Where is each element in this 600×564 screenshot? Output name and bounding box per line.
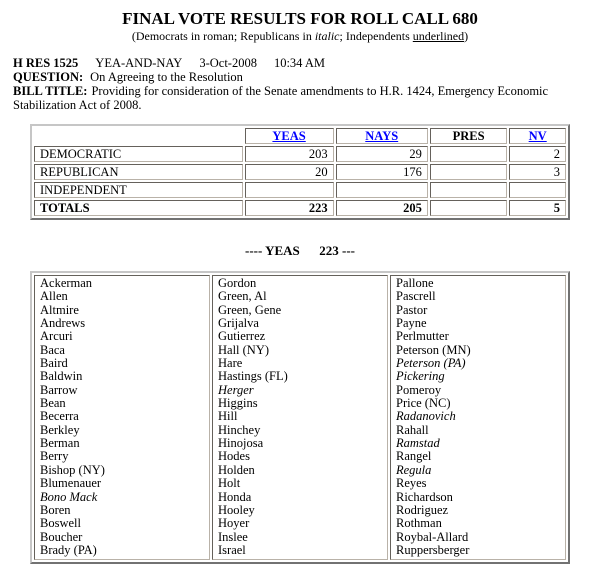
member-name: Bishop (NY) [40, 462, 105, 477]
member-name: Rodriguez [396, 502, 449, 517]
bill-info-line [13, 56, 600, 70]
nays-header-cell [336, 128, 428, 144]
legend-text-1: (Democrats in roman; Republicans in [131, 29, 315, 43]
member-name: Hodes [218, 449, 250, 464]
bill-title-label: BILL TITLE: [13, 84, 88, 98]
party-label: REPUBLICAN [34, 164, 243, 180]
member-name: Berry [40, 449, 69, 464]
member-name: Rahall [396, 422, 429, 437]
vote-summary-table [30, 124, 570, 220]
member-name: Pastor [396, 302, 428, 317]
member-name: Richardson [396, 489, 453, 504]
pres-header-label: PRES [452, 128, 485, 143]
vote-info-block [13, 56, 600, 112]
yeas-count: 20 [245, 164, 334, 180]
summary-row [34, 164, 566, 180]
legend-text-2: ; Independents [339, 29, 413, 43]
party-label: INDEPENDENT [34, 182, 243, 198]
member-name: Baldwin [40, 369, 83, 384]
pres-count [430, 182, 508, 198]
member-name: Green, Al [218, 289, 267, 304]
member-name: Roybal-Allard [396, 529, 469, 544]
member-name: Boucher [40, 529, 83, 544]
member-name: Pickering [396, 369, 445, 384]
member-name: Payne [396, 316, 427, 331]
member-name: Becerra [40, 409, 79, 424]
bill-title-line [13, 84, 600, 112]
member-name: Pascrell [396, 289, 436, 304]
pres-count [430, 164, 508, 180]
member-name: Ramstad [396, 436, 440, 451]
bill-title-text: Providing for consideration of the Senate amendments to H.R. 1424, Emergency Economic Stabilization Act of 2008. [13, 84, 549, 112]
yeas-section-heading: ---- YEAS 223 --- [245, 243, 355, 258]
bill-number: H RES 1525 [13, 56, 79, 70]
member-name: Price (NC) [396, 396, 451, 411]
yeas-link[interactable]: YEAS [272, 128, 306, 143]
yeas-count: 203 [245, 146, 334, 162]
party-legend [0, 30, 600, 43]
member-name: Hinojosa [218, 436, 264, 451]
member-name: Reyes [396, 476, 427, 491]
summary-table-body [34, 146, 566, 216]
member-name: Inslee [218, 529, 248, 544]
member-name: Gordon [218, 276, 257, 290]
member-name: Brady (PA) [40, 542, 97, 557]
party-label: TOTALS [34, 200, 243, 216]
member-name: Berman [40, 436, 80, 451]
legend-underlined-word: underlined [412, 29, 465, 43]
nays-link[interactable]: NAYS [365, 128, 399, 143]
member-name: Blumenauer [40, 476, 102, 491]
member-name: Herger [218, 382, 254, 397]
member-name: Boren [40, 502, 71, 517]
member-name: Baird [40, 356, 68, 371]
member-name: Pomeroy [396, 382, 442, 397]
member-name: Hinchey [218, 422, 261, 437]
question-text: On Agreeing to the Resolution [90, 70, 243, 84]
member-name: Gutierrez [218, 329, 266, 344]
member-name: Israel [218, 542, 246, 557]
member-name: Peterson (PA) [396, 356, 466, 371]
nays-count: 205 [336, 200, 428, 216]
question-line [13, 70, 600, 84]
nays-count: 29 [336, 146, 428, 162]
summary-row [34, 146, 566, 162]
member-name: Andrews [40, 316, 86, 331]
nv-count: 5 [509, 200, 566, 216]
nv-count: 2 [509, 146, 566, 162]
member-name: Allen [40, 289, 68, 304]
member-name: Hoyer [218, 516, 250, 531]
yeas-count [245, 182, 334, 198]
yeas-names-table [30, 271, 570, 564]
member-name: Regula [396, 462, 432, 477]
member-name: Hare [218, 356, 243, 371]
member-name: Honda [218, 489, 252, 504]
yeas-column-1 [34, 275, 210, 560]
nays-count [336, 182, 428, 198]
nays-count: 176 [336, 164, 428, 180]
vote-type: YEA-AND-NAY [95, 56, 183, 70]
member-name: Hill [218, 409, 238, 424]
pres-count [430, 146, 508, 162]
nv-count: 3 [509, 164, 566, 180]
vote-time: 10:34 AM [273, 56, 326, 70]
summary-empty-header [34, 128, 243, 144]
member-name: Baca [40, 342, 65, 357]
member-name: Bono Mack [40, 489, 98, 504]
summary-row [34, 182, 566, 198]
nv-header-cell [509, 128, 566, 144]
summary-row [34, 200, 566, 216]
member-name: Bean [40, 396, 66, 411]
member-name: Green, Gene [218, 302, 282, 317]
legend-italic-word: italic [314, 29, 340, 43]
member-name: Hooley [218, 502, 255, 517]
party-label: DEMOCRATIC [34, 146, 243, 162]
member-name: Hall (NY) [218, 342, 270, 357]
yeas-header-cell [245, 128, 334, 144]
member-name: Ackerman [40, 276, 93, 290]
vote-date: 3-Oct-2008 [199, 56, 257, 70]
member-name: Rangel [396, 449, 432, 464]
question-label: QUESTION: [13, 70, 84, 84]
member-name: Hastings (FL) [218, 369, 288, 384]
pres-count [430, 200, 508, 216]
member-name: Arcuri [40, 329, 73, 344]
member-name: Rothman [396, 516, 442, 531]
yeas-column-3 [390, 275, 566, 560]
page-title: FINAL VOTE RESULTS FOR ROLL CALL 680 [122, 9, 478, 28]
member-name: Holden [218, 462, 255, 477]
member-name: Grijalva [218, 316, 259, 331]
nv-count [509, 182, 566, 198]
member-name: Peterson (MN) [396, 342, 471, 357]
yeas-count: 223 [245, 200, 334, 216]
pres-header-cell [430, 128, 508, 144]
member-name: Ruppersberger [396, 542, 470, 557]
member-name: Berkley [40, 422, 80, 437]
member-name: Radanovich [396, 409, 456, 424]
member-name: Altmire [40, 302, 79, 317]
member-name: Higgins [218, 396, 258, 411]
nv-link[interactable]: NV [528, 128, 547, 143]
member-name: Holt [218, 476, 241, 491]
legend-text-3: ) [464, 29, 469, 43]
member-name: Boswell [40, 516, 81, 531]
yeas-column-2 [212, 275, 388, 560]
summary-header-row [34, 128, 566, 144]
member-name: Pallone [396, 276, 434, 290]
yeas-names-row [34, 275, 566, 560]
member-name: Barrow [40, 382, 78, 397]
member-name: Perlmutter [396, 329, 449, 344]
